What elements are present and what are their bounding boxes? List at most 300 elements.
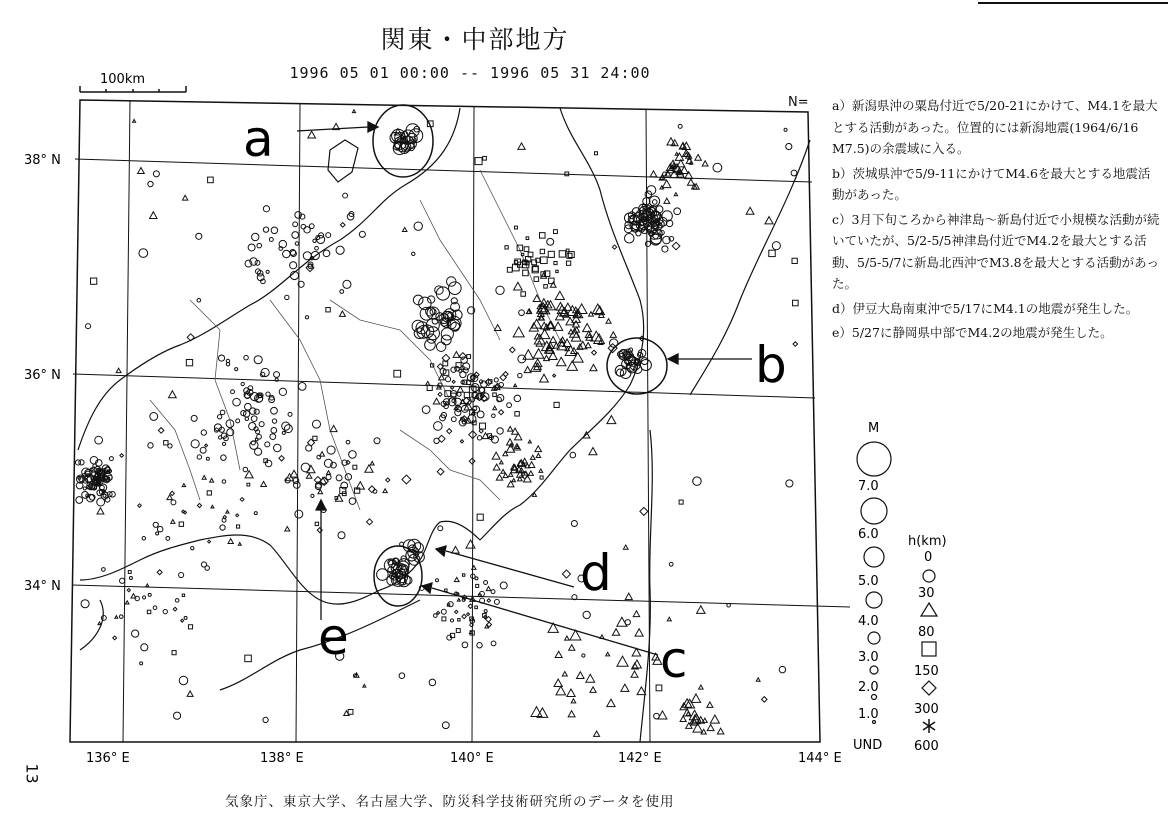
epicenter-triangle: [116, 368, 121, 372]
epicenter-square: [521, 253, 523, 255]
epicenter-triangle: [528, 440, 531, 443]
page-number: 13: [22, 763, 42, 784]
epicenter-square: [188, 625, 192, 629]
epicenter-triangle: [503, 473, 508, 477]
epicenter-triangle: [569, 645, 575, 651]
epicenter-circle: [484, 581, 488, 585]
epicenter-diamond: [612, 245, 616, 249]
depth-diamond-icon: [922, 681, 936, 695]
callout-a: a: [243, 110, 274, 168]
depth-triangle-icon: [921, 603, 937, 616]
epicenter-triangle: [228, 539, 233, 544]
epicenter-triangle: [555, 651, 562, 657]
epicenter-circle: [304, 227, 310, 233]
epicenter-circle: [582, 654, 585, 657]
epicenter-circle: [293, 482, 300, 489]
epicenter-square: [236, 525, 239, 528]
epicenter-square: [480, 423, 486, 429]
mag-circle-3: [868, 632, 880, 644]
epicenter-circle: [323, 250, 330, 257]
epicenter-circle: [434, 422, 443, 431]
epicenter-circle: [295, 242, 298, 245]
lon-label-144: 144° E: [798, 751, 842, 766]
map-frame: [70, 100, 820, 742]
epicenter-circle: [336, 246, 344, 254]
epicenter-triangle: [707, 702, 713, 707]
epicenter-circle: [343, 193, 348, 198]
epicenter-circle: [336, 475, 342, 481]
lat-label-36: 36° N: [24, 368, 61, 383]
epicenter-diamond: [562, 570, 570, 578]
epicenter-circle: [674, 208, 681, 215]
epicenter-circle: [171, 500, 176, 505]
epicenter-triangle: [493, 464, 500, 470]
epicenter-circle: [179, 676, 188, 685]
callout-c: c: [660, 631, 688, 689]
epicenter-diamond: [402, 475, 411, 484]
epicenter-circle: [479, 388, 484, 393]
epicenter-circle: [441, 609, 446, 614]
map-title: 関東・中部地方: [380, 25, 570, 54]
epicenter-triangle: [617, 656, 628, 666]
epicenter-circle: [305, 316, 308, 319]
epicenter-triangle: [539, 469, 543, 472]
epicenter-circle: [349, 498, 356, 505]
epicenter-square: [476, 584, 479, 587]
epicenter-diamond: [460, 440, 463, 443]
epicenter-circle: [451, 367, 456, 372]
epicenter-circle: [265, 460, 271, 466]
epicenter-triangle: [691, 694, 700, 702]
epicenter-diamond: [459, 353, 466, 360]
epicenter-circle: [315, 246, 319, 250]
epicenter-triangle: [97, 508, 104, 514]
epicenter-triangle: [499, 461, 503, 464]
epicenter-diamond: [762, 697, 767, 702]
epicenter-circle: [274, 444, 281, 451]
epicenter-circle: [231, 390, 235, 394]
epicenter-circle: [779, 666, 785, 672]
epicenter-circle: [571, 520, 577, 526]
epicenter-triangle: [664, 198, 670, 203]
epicenter-diamond: [640, 507, 648, 515]
epicenter-circle: [279, 240, 286, 247]
epicenter-triangle: [717, 728, 723, 734]
epicenter-diamond: [455, 610, 458, 613]
epicenter-circle: [201, 562, 206, 567]
lon-label-142: 142° E: [618, 751, 662, 766]
epicenter-square: [541, 257, 548, 264]
epicenter-diamond: [793, 342, 798, 347]
epicenter-square: [245, 655, 252, 662]
epicenter-triangle: [699, 685, 704, 689]
epicenter-circle: [462, 642, 468, 648]
epicenter-triangle: [370, 461, 374, 464]
epicenter-triangle: [612, 629, 619, 636]
lon-label-136: 136° E: [86, 751, 130, 766]
epicenter-diamond: [437, 611, 440, 614]
epicenter-circle: [298, 383, 306, 391]
mag-label-6: 6.0: [858, 527, 879, 542]
epicenter-diamond: [469, 458, 475, 464]
epicenter-circle: [450, 619, 453, 622]
epicenter-circle: [436, 579, 439, 582]
depth-legend-header: h(km): [908, 534, 947, 549]
epicenter-square: [483, 156, 487, 160]
epicenter-triangle: [285, 527, 290, 531]
epicenter-circle: [477, 643, 482, 648]
epicenter-diamond: [452, 380, 455, 383]
n-count-label: N=: [788, 95, 809, 110]
epicenter-triangle: [508, 426, 513, 431]
note-b: b）茨城県沖で5/9-11にかけてM4.6を最大とする地震活動があった。: [832, 165, 1151, 202]
epicenter-square: [554, 261, 557, 264]
mag-label-3: 3.0: [858, 650, 879, 665]
epicenter-square: [477, 514, 483, 520]
lat-label-34: 34° N: [24, 579, 61, 594]
epicenter-circle: [266, 392, 270, 396]
epicenter-square: [515, 412, 519, 416]
epicenter-triangle: [352, 110, 355, 113]
epicenter-square: [493, 393, 497, 397]
epicenter-diamond: [127, 588, 130, 591]
epicenter-circle: [102, 568, 106, 572]
epicenter-square: [172, 651, 176, 655]
epicenter-circle: [455, 410, 461, 416]
epicenter-square: [524, 247, 529, 252]
epicenter-circle: [244, 355, 249, 360]
epicenter-square: [540, 249, 544, 253]
epicenter-diamond: [157, 570, 162, 575]
epicenter-triangle: [125, 601, 129, 604]
epicenter-circle: [249, 423, 256, 430]
epicenter-triangle: [133, 119, 136, 122]
epicenter-circle: [438, 526, 443, 531]
epicenter-circle: [306, 445, 312, 451]
epicenter-circle: [191, 546, 194, 549]
depth-label-600: 600: [914, 739, 939, 754]
epicenter-triangle: [565, 636, 570, 640]
epicenter-circle: [90, 468, 93, 471]
epicenter-diamond: [279, 456, 284, 461]
epicenter-triangle: [168, 391, 176, 398]
epicenter-circle: [475, 577, 478, 580]
epicenter-circle: [153, 171, 159, 177]
epicenter-circle: [81, 600, 89, 608]
epicenter-triangle: [687, 179, 694, 185]
epicenter-triangle: [631, 671, 638, 677]
epicenter-circle: [457, 392, 461, 396]
epicenter-triangle: [466, 540, 475, 548]
epicenter-triangle: [586, 674, 595, 682]
epicenter-triangle: [330, 425, 337, 431]
epicenter-triangle: [496, 474, 502, 480]
epicenter-square: [456, 629, 460, 633]
epicenter-circle: [293, 222, 298, 227]
epicenter-diamond: [205, 444, 208, 447]
data-source-footer: 気象庁、東京大学、名古屋大学、防災科学技術研究所のデータを使用: [225, 794, 675, 810]
epicenter-circle: [374, 438, 380, 444]
epicenter-circle: [497, 428, 503, 434]
epicenter-triangle: [318, 490, 323, 494]
epicenter-square: [566, 249, 569, 252]
epicenter-square: [207, 491, 211, 495]
note-c: c）3月下旬ころから神津島～新島付近で小規模な活動が続いていたが、5/2-5/5神津島付近でM4.2を最大とする活動、5/5-5/7に新島北西沖でM3.8を最大とする活動があった。: [832, 211, 1160, 291]
epicenter-triangle: [115, 616, 118, 619]
epicenter-circle: [256, 395, 263, 402]
epicenter-circle: [434, 614, 438, 618]
epicenter-square: [523, 270, 529, 276]
epicenter-circle: [196, 233, 202, 239]
epicenter-triangle: [746, 207, 754, 214]
epicenter-circle: [148, 181, 153, 186]
depth-label-150: 150: [914, 664, 939, 679]
epicenter-circle: [434, 438, 439, 443]
epicenter-circle: [191, 415, 197, 421]
note-d: d）伊豆大島南東沖で5/17にM4.1の地震が発生した。: [832, 300, 1139, 316]
epicenter-circle: [507, 403, 512, 408]
epicenter-circle: [263, 206, 269, 212]
epicenter-circle: [79, 460, 84, 465]
epicenter-triangle: [606, 652, 610, 656]
epicenter-triangle: [562, 672, 567, 676]
epicenter-square: [475, 158, 482, 165]
epicenter-triangle: [650, 171, 657, 177]
epicenter-triangle: [363, 684, 366, 687]
epicenter-circle: [491, 641, 496, 646]
epicenter-triangle: [171, 520, 175, 524]
epicenter-circle: [301, 224, 306, 229]
epicenter-circle: [288, 412, 292, 416]
epicenter-triangle: [567, 689, 575, 697]
epicenter-diamond: [447, 429, 452, 434]
epicenter-circle: [233, 398, 241, 406]
epicenter-circle: [222, 442, 225, 445]
epicenter-triangle: [307, 465, 315, 472]
epicenter-triangle: [710, 715, 719, 723]
epicenter-circle: [120, 578, 125, 583]
epicenter-triangle: [492, 452, 500, 459]
epicenter-circle: [312, 420, 320, 428]
epicenter-circle: [269, 237, 273, 241]
epicenter-circle: [220, 525, 225, 530]
epicenter-diamond: [503, 372, 508, 377]
epicenter-triangle: [707, 724, 714, 730]
epicenter-diamond: [438, 392, 442, 396]
epicenter-circle: [519, 310, 525, 316]
epicenter-circle: [338, 532, 345, 539]
epicenter-square: [442, 617, 446, 621]
epicenter-triangle: [701, 729, 706, 734]
epicenter-square: [445, 589, 447, 591]
mag-label-7: 7.0: [858, 479, 879, 494]
epicenter-triangle: [594, 731, 600, 736]
epicenter-triangle: [589, 448, 597, 455]
epicenter-triangle: [402, 227, 407, 231]
epicenter-circle: [257, 243, 262, 248]
epicenter-square: [515, 226, 518, 229]
epicenter-triangle: [514, 384, 517, 387]
epicenter-circle: [547, 238, 554, 245]
period-range: 1996 05 01 00:00 -- 1996 05 31 24:00: [289, 64, 651, 82]
epicenter-circle: [669, 562, 673, 566]
epicenter-circle: [259, 422, 264, 427]
epicenter-diamond: [138, 504, 142, 508]
epicenter-circle: [175, 599, 179, 603]
epicenter-circle: [713, 163, 722, 172]
epicenter-square: [556, 270, 558, 272]
epicenter-circle: [514, 395, 520, 401]
epicenter-circle: [101, 615, 106, 620]
epicenter-circle: [218, 355, 224, 361]
epicenter-circle: [156, 532, 159, 535]
epicenter-circle: [292, 232, 299, 239]
epicenter-circle: [449, 282, 462, 295]
depth-label-80: 80: [918, 625, 935, 640]
epicenter-circle: [173, 712, 180, 719]
lon-label-140: 140° E: [450, 751, 494, 766]
scale-label: 100km: [100, 72, 146, 87]
epicenter-circle: [139, 249, 148, 258]
epicenter-circle: [784, 128, 787, 131]
epicenter-triangle: [680, 716, 686, 722]
epicenter-square: [548, 251, 554, 257]
mag-label-2: 2.0: [858, 680, 879, 695]
epicenter-circle: [95, 436, 103, 444]
epicenter-circle: [248, 244, 255, 251]
epicenter-circle: [265, 442, 270, 447]
epicenter-diamond: [340, 223, 345, 228]
epicenter-circle: [148, 593, 151, 596]
epicenter-square: [544, 285, 548, 289]
epicenter-triangle: [635, 629, 643, 636]
epicenter-square: [91, 278, 97, 284]
epicenter-triangle: [550, 282, 556, 287]
epicenter-circle: [295, 510, 303, 518]
epicenter-square: [430, 364, 433, 367]
epicenter-circle: [222, 480, 226, 484]
epicenter-circle: [446, 377, 451, 382]
epicenter-diamond: [208, 540, 211, 543]
epicenter-circle: [414, 222, 422, 230]
epicenter-circle: [142, 596, 145, 599]
epicenter-circle: [76, 497, 83, 504]
epicenter-circle: [285, 295, 289, 299]
epicenter-square: [507, 267, 512, 272]
epicenter-triangle: [238, 543, 241, 546]
epicenter-square: [769, 250, 775, 256]
epicenter-circle: [327, 446, 335, 454]
epicenter-square: [505, 246, 508, 249]
epicenter-circle: [206, 457, 209, 460]
epicenter-square: [208, 177, 214, 183]
epicenter-circle: [279, 388, 286, 395]
epicenter-triangle: [674, 193, 677, 196]
epicenter-circle: [518, 373, 522, 377]
epicenter-triangle: [583, 324, 592, 332]
epicenter-triangle: [506, 439, 513, 445]
epicenter-triangle: [530, 455, 535, 459]
epicenter-circle: [270, 434, 276, 440]
epicenter-circle: [283, 250, 290, 257]
magnitude-legend: [853, 421, 891, 753]
epicenter-square: [128, 571, 131, 574]
depth-label-300: 300: [914, 702, 939, 717]
epicenter-triangle: [226, 510, 229, 513]
epicenter-diamond: [386, 478, 390, 482]
epicenter-circle: [184, 616, 187, 619]
epicenter-circle: [326, 475, 331, 480]
epicenter-diamond: [592, 350, 597, 355]
lon-label-138: 138° E: [260, 751, 304, 766]
epicenter-triangle: [610, 332, 616, 338]
epicenter-square: [255, 438, 257, 440]
epicenter-triangle: [187, 691, 193, 696]
epicenter-triangle: [426, 381, 430, 385]
epicenter-diamond: [113, 636, 117, 640]
epicenter-circle: [317, 455, 321, 459]
epicenter-triangle: [211, 505, 214, 508]
epicenter-triangle: [494, 325, 501, 331]
epicenter-circle: [166, 536, 170, 540]
epicenter-square: [540, 476, 543, 479]
epicenter-circle: [150, 413, 158, 421]
epicenter-triangle: [667, 617, 671, 621]
epicenter-circle: [786, 480, 793, 487]
epicenter-circle: [491, 590, 495, 594]
epicenter-triangle: [607, 699, 615, 707]
epicenter-circle: [496, 286, 504, 294]
epicenter-circle: [153, 606, 157, 610]
depth-asterisk-icon: [923, 719, 935, 733]
epicenter-triangle: [571, 699, 576, 703]
epicenter-circle: [500, 582, 507, 589]
epicenter-circle: [109, 457, 113, 461]
epicenter-triangle: [518, 143, 525, 150]
epicenter-circle: [163, 609, 167, 613]
epicenter-triangle: [590, 364, 597, 370]
epicenter-square: [467, 355, 471, 359]
epicenter-diamond: [500, 374, 506, 380]
mag-circle-2: [870, 666, 878, 674]
epicenter-circle: [221, 455, 226, 460]
epicenter-circle: [313, 239, 316, 242]
epicenter-square: [554, 402, 559, 407]
epicenter-circle: [168, 444, 172, 448]
epicenter-circle: [412, 320, 424, 332]
epicenter-triangle: [765, 217, 773, 224]
epicenter-triangle: [577, 672, 585, 679]
graticule: [72, 101, 850, 742]
epicenter-circle: [484, 610, 487, 613]
epicenter-circle: [693, 477, 701, 485]
epicenter-circle: [179, 573, 184, 578]
epicenter-circle: [282, 431, 285, 434]
epicenter-triangle: [335, 495, 342, 502]
epicenter-diamond: [467, 613, 470, 616]
epicenter-triangle: [339, 311, 345, 316]
epicenter-diamond: [181, 619, 184, 622]
epicenter-diamond: [451, 386, 454, 389]
epicenter-circle: [245, 403, 252, 410]
epicenter-triangle: [202, 475, 206, 479]
epicenter-square: [679, 500, 683, 504]
epicenter-triangle: [633, 611, 639, 617]
epicenter-triangle: [506, 445, 514, 453]
epicenter-circle: [86, 324, 91, 329]
epicenter-square: [326, 308, 330, 312]
callout-e: e: [318, 608, 349, 666]
